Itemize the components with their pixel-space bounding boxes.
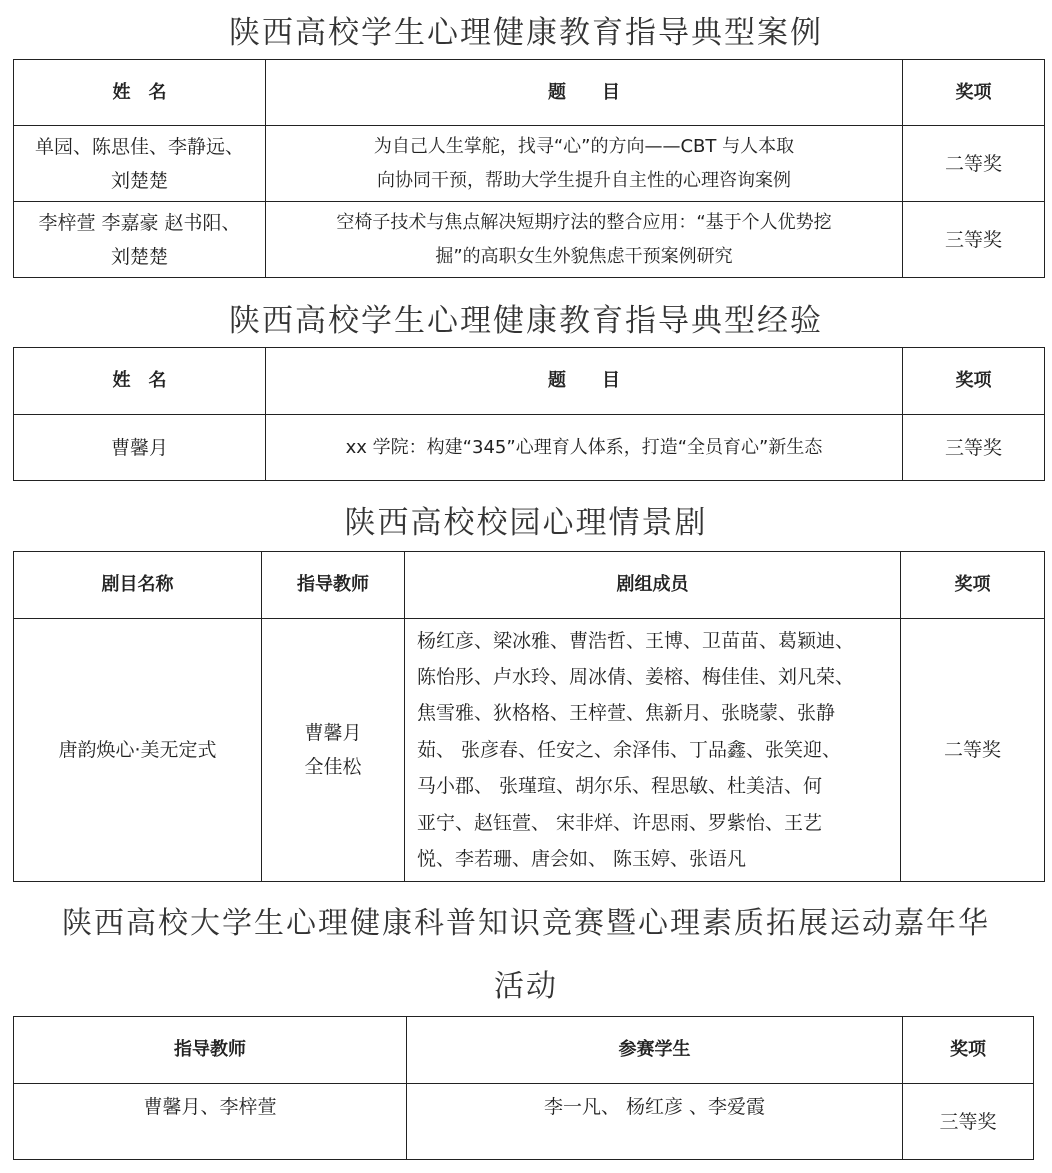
psychodrama-table xyxy=(13,551,1045,882)
typical-cases-table xyxy=(13,59,1045,278)
award-cell: 三等奖 xyxy=(903,202,1045,278)
header-teacher: 指导教师 xyxy=(262,552,405,619)
header-play-name: 剧目名称 xyxy=(14,552,262,619)
header-name: 姓 名 xyxy=(14,348,266,415)
students-cell: 李一凡、 杨红彦 、李爱霞 xyxy=(407,1084,903,1160)
header-name: 姓 名 xyxy=(14,60,266,126)
header-award: 奖项 xyxy=(903,60,1045,126)
award-cell: 三等奖 xyxy=(903,1084,1034,1160)
section-title-typical-experience: 陕西高校学生心理健康教育指导典型经验 xyxy=(229,303,823,339)
names-cell: 李梓萱 李嘉豪 赵书阳、 刘楚楚 xyxy=(14,202,266,278)
header-teacher: 指导教师 xyxy=(14,1017,407,1084)
section-title-carnival-cont: 活动 xyxy=(494,969,558,1004)
topic-cell: 空椅子技术与焦点解决短期疗法的整合应用：“基于个人优势挖 掘”的高职女生外貌焦虑干预案例研究 xyxy=(266,202,903,278)
section-title-carnival: 陕西高校大学生心理健康科普知识竞赛暨心理素质拓展运动嘉年华 xyxy=(62,906,990,941)
teachers-cell: 曹馨月、李梓萱 xyxy=(14,1084,407,1160)
table-row xyxy=(14,202,1045,278)
section-title-psychodrama: 陕西高校校园心理情景剧 xyxy=(344,505,708,541)
award-cell: 二等奖 xyxy=(903,126,1045,202)
typical-experience-table xyxy=(13,347,1045,481)
header-students: 参赛学生 xyxy=(407,1017,903,1084)
name-cell: 曹馨月 xyxy=(14,415,266,481)
topic-cell: xx 学院：构建“345”心理育人体系，打造“全员育心”新生态 xyxy=(266,415,903,481)
teacher-cell: 曹馨月 全佳松 xyxy=(262,619,405,882)
table-row xyxy=(14,415,1045,481)
table-row xyxy=(14,1084,1034,1160)
section-title-typical-cases: 陕西高校学生心理健康教育指导典型案例 xyxy=(229,15,823,51)
names-cell: 单园、陈思佳、李静远、 刘楚楚 xyxy=(14,126,266,202)
award-cell: 三等奖 xyxy=(903,415,1045,481)
award-cell: 二等奖 xyxy=(901,619,1045,882)
header-award: 奖项 xyxy=(903,1017,1034,1084)
members-cell: 杨红彦、梁冰雅、曹浩哲、王博、卫苗苗、葛颖迪、 陈怡彤、卢水玲、周冰倩、姜榕、梅佳佳、刘凡荣、 焦雪雅、狄格格、王梓萱、焦新月、张晓蒙、张静 茹、 张彦春、任安之、余泽伟、丁品鑫、张笑迎、 马小郡、 张瑾瑄、胡尔乐、程思敏、杜美洁、何 亚宁、赵钰萱、 宋非烊、许思雨、罗紫怡、王艺 悦、李若珊、唐会如、 陈玉婷、张语凡 xyxy=(405,619,901,882)
table-row xyxy=(14,619,1045,882)
header-award: 奖项 xyxy=(903,348,1045,415)
header-award: 奖项 xyxy=(901,552,1045,619)
header-topic: 题 目 xyxy=(266,348,903,415)
table-row xyxy=(14,126,1045,202)
header-members: 剧组成员 xyxy=(405,552,901,619)
header-topic: 题 目 xyxy=(266,60,903,126)
topic-cell: 为自己人生掌舵，找寻“心”的方向——CBT 与人本取 向协同干预，帮助大学生提升自主性的心理咨询案例 xyxy=(266,126,903,202)
carnival-table xyxy=(13,1016,1034,1160)
play-title-cell: 唐韵焕心·美无定式 xyxy=(14,619,262,882)
